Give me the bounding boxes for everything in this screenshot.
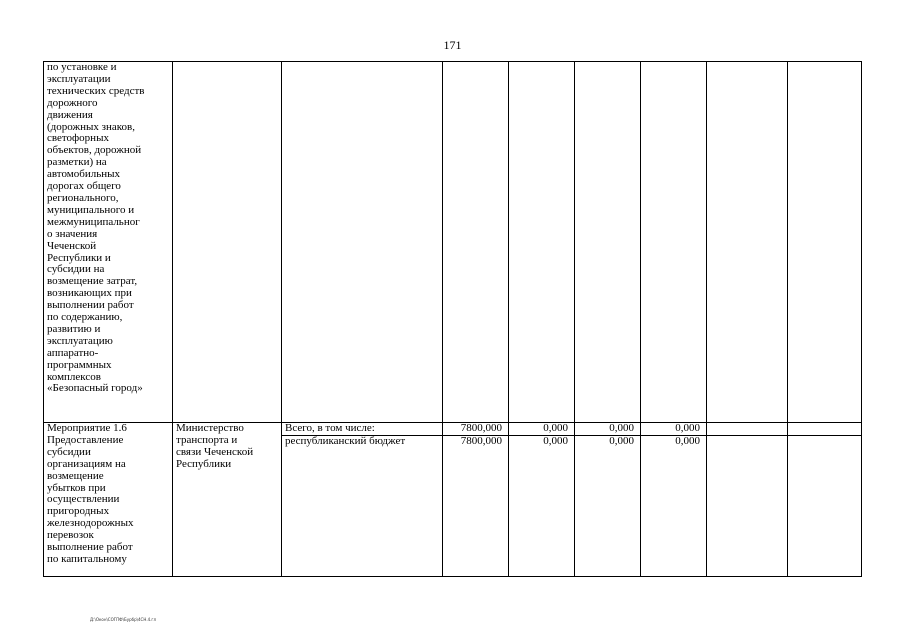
cell-text-line: движения <box>47 108 93 121</box>
cell-text-line: комплексов <box>47 370 101 383</box>
value-cell <box>788 435 862 576</box>
cell-text-line: автомобильных <box>47 168 120 181</box>
empty-cell <box>641 62 707 423</box>
cell-text-line: светофорных <box>47 132 109 145</box>
cell-text-line: по капитальному <box>47 552 127 565</box>
empty-cell <box>443 62 509 423</box>
responsible-text <box>176 423 278 471</box>
program-table <box>43 61 862 577</box>
cell-text-line: межмуниципальног <box>47 215 140 228</box>
responsible-cell <box>173 423 282 577</box>
value-cell: 7800,000 <box>443 423 509 436</box>
cell-text-line: Чеченской <box>47 239 97 252</box>
cell-text-line: Предоставление <box>47 433 124 446</box>
funding-source-cell: республиканский бюджет <box>282 435 443 576</box>
empty-cell <box>788 62 862 423</box>
cell-text-line: связи Чеченской <box>176 445 254 458</box>
cell-text-line: организациям на <box>47 457 126 470</box>
value-cell: 0,000 <box>575 435 641 576</box>
cell-text-line: о значения <box>47 227 98 240</box>
cell-text-line: программных <box>47 358 112 371</box>
value-cell: 0,000 <box>509 423 575 436</box>
cell-text-line: развитию и <box>47 322 101 335</box>
empty-cell <box>173 62 282 423</box>
footer-code: Д:\Окон\СОГПФ\Бурбр\4СН.4.гл <box>90 617 157 622</box>
cell-text-line: разметки) на <box>47 156 107 169</box>
value-cell <box>707 435 788 576</box>
cell-text-line: дорожного <box>47 96 98 109</box>
table-row <box>44 423 862 436</box>
cell-text-line: регионального, <box>47 191 119 204</box>
activity-cell <box>44 423 173 577</box>
cell-text-line: муниципального и <box>47 203 135 216</box>
cell-text-line: осуществлении <box>47 493 120 506</box>
cell-text-line: перевозок <box>47 529 94 542</box>
cell-text-line: возникающих при <box>47 287 132 300</box>
cell-text-line: пригородных <box>47 505 110 518</box>
cell-text-line: по установке и <box>47 61 117 73</box>
cell-text-line: субсидии на <box>47 263 105 276</box>
cell-text-line: Республики и <box>47 251 111 264</box>
empty-cell <box>509 62 575 423</box>
value-cell <box>788 423 862 436</box>
cell-text-line: Мероприятие 1.6 <box>47 422 127 434</box>
value-cell: 0,000 <box>509 435 575 576</box>
cell-text-line: выполнении работ <box>47 299 134 312</box>
cell-text-line: Республики <box>176 457 232 470</box>
cell-text-line: железнодорожных <box>47 517 134 530</box>
cell-text-line: аппаратно- <box>47 346 99 359</box>
empty-cell <box>575 62 641 423</box>
cell-text-line: эксплуатации <box>47 72 111 85</box>
activity-description-cell <box>44 62 173 423</box>
cell-text-line: «Безопасный город» <box>47 382 143 395</box>
value-cell: 0,000 <box>575 423 641 436</box>
cell-text-line: убытков при <box>47 481 106 494</box>
cell-text-line: возмещение <box>47 469 104 482</box>
cell-text-line: (дорожных знаков, <box>47 120 135 133</box>
cell-text-line: по содержанию, <box>47 311 123 324</box>
cell-text-line: технических средств <box>47 84 145 97</box>
cell-text-line: объектов, дорожной <box>47 144 142 157</box>
cell-text-line: дорогах общего <box>47 180 121 193</box>
empty-cell <box>282 62 443 423</box>
value-cell: 7800,000 <box>443 435 509 576</box>
value-cell <box>707 423 788 436</box>
table-row <box>44 62 862 423</box>
activity-description-text <box>47 62 169 395</box>
cell-text-line: транспорта и <box>176 433 238 446</box>
cell-text-line: эксплуатацию <box>47 334 113 347</box>
empty-cell <box>707 62 788 423</box>
funding-source-cell: Всего, в том числе: <box>282 423 443 436</box>
activity-text <box>47 423 169 566</box>
page-number: 171 <box>443 38 462 52</box>
cell-text-line: субсидии <box>47 445 91 458</box>
cell-text-line: возмещение затрат, <box>47 275 138 288</box>
value-cell: 0,000 <box>641 435 707 576</box>
cell-text-line: выполнение работ <box>47 541 133 554</box>
cell-text-line: Министерство <box>176 422 244 434</box>
value-cell: 0,000 <box>641 423 707 436</box>
